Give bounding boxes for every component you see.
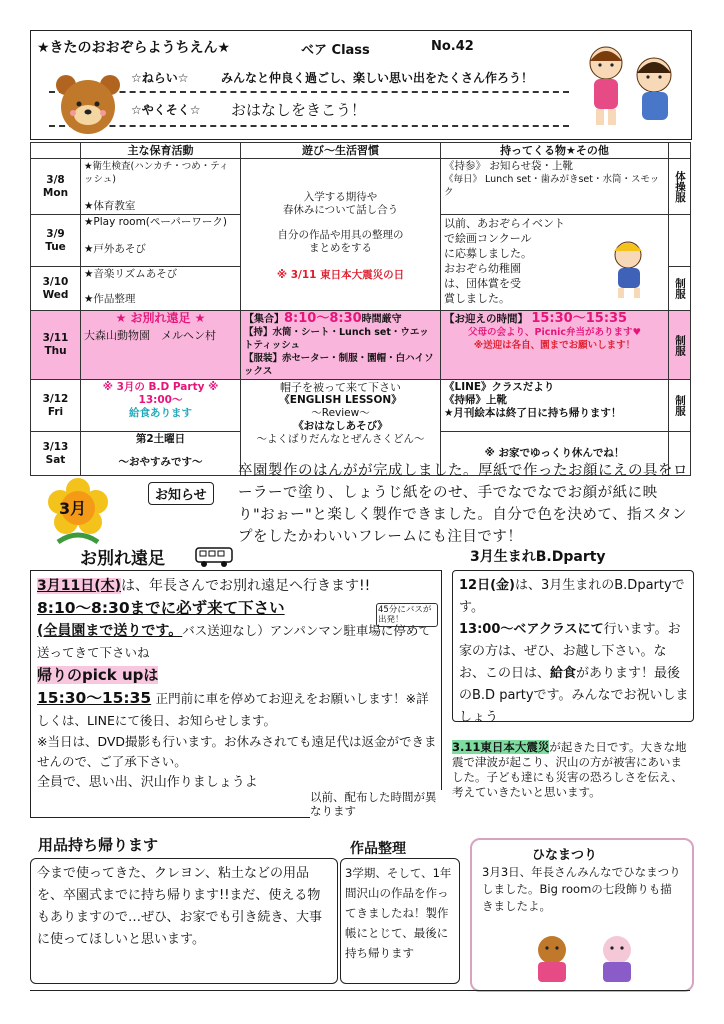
school-name: ★きたのおおぞらようちえん★ [37,40,231,56]
activity-0312: ※ 3月の B.D Party ※ 13:00～ 給食あります [81,380,241,432]
bring-0313: ※ お家でゆっくり休んでね！ [441,432,669,476]
activity-0313: 第2土曜日 ～おやすみです～ [81,432,241,476]
col-header-side [669,143,691,159]
outing-box [30,570,442,818]
header-box [30,30,692,140]
bus-time-note: 45分にバスが出発！ [376,603,438,627]
quake-day-note: ※ 3/11 東日本大震災の日 [276,269,405,281]
bday-text: 12日(金)は、3月生まれのB.Dpartyです。 13:00～ベアクラスにて行います。お家の方は、ぜひ、お越し下さい。なお、この日は、給食があります！最後のB.D partyです。みんなでお祝いしましょう [459,578,689,725]
side-0311: 制服 [669,311,691,380]
side-0310: 制服 [669,267,691,311]
issue-number: No.42 [431,39,474,54]
activity-0309: ★Play room(ペーパーワーク) ★戸外あそび [81,215,241,267]
bus-icon [195,546,235,568]
col-header-empty [31,143,81,159]
activity-0311: ★ お別れ遠足 ★ 大森山動物園 メルヘン村 [81,311,241,380]
day-cell-0312: 3/12 Fri [31,380,81,432]
child-running-illustration [598,235,664,301]
outing-text: 3月11日(木)は、年長さんでお別れ遠足へ行きます!! 8:10～8:30までに必ず来て下さい (全員園まで送りです。バス送迎なし）アンパンマン駐車場に停めて送ってきて下さいね 帰りのpick upは 15:30～15:35 正門前に車を停めてお迎えをお願いします！※詳しくは、LINEにて後日、お知らせします。 ※当日は、DVD撮影も行います。お休みされても遠足代は返金ができませんので、ご了承下さい。 全員で、思い出、沢山作りましょうよ [37,578,437,790]
play-block: 入学する期待や 春休みについて話し合う 自分の作品や用具の整理の まとめをする ※ 3/11 東日本大震災の日 [241,159,441,311]
divider [49,125,569,127]
notice-intro: 卒園製作のはんがが完成しました。厚紙で作ったお顔にえの具をローラーで塗り、しょうじ紙をのせ、手でなでなでお顔が紙に映り"おぉー"と楽しく製作できました。自分で色を決めて、指スタンプをしたかわいいフレームにも注目です！ [238,463,688,545]
time-change-bubble: 以前、配布した時間が異なります [310,790,445,818]
side-0308: 体操服 [669,159,691,215]
english-block: 帽子を被って来て下さい 《ENGLISH LESSON》 ～Review～ 《おはなしあそび》 ～よくばりだんなとぜんさくどん～ [241,380,441,476]
supplies-box [30,858,338,984]
hina-text: 3月3日、年長さんみんなでひなまつりしました。Big roomの七段飾りも描きましたよ。 [482,865,681,913]
bring-0312: 《LINE》クラスだより 《持帰》上靴 ★月刊絵本は終了日に持ち帰ります！ [441,380,669,432]
works-text: 3学期、そして、1年間沢山の作品を作ってきましたね！製作帳にとじて、最後に持ち帰ります [345,866,452,960]
col-header-activity: 主な保育活動 [81,143,241,159]
month-label: 3月 [59,499,87,518]
day-cell-0311: 3/11 Thu [31,311,81,380]
promise-label: ☆やくそく☆ [131,103,201,117]
children-illustration [576,35,686,135]
outing-details: 【集合】8:10～8:30時間厳守 【持】水筒・シート・Lunch set・ウエットティッシュ 【服装】赤セーター・制服・園帽・白ハイソックス [241,311,441,380]
activity-0308: ★衛生検査(ハンカチ・つめ・ティッシュ) ★体育教室 [81,159,241,215]
activity-0310: ★音楽リズムあそび ★作品整理 [81,267,241,311]
bday-box [452,570,694,725]
page-bottom-border [30,990,690,991]
divider [49,91,569,93]
bday-title: 3月生まれB.Dparty [470,549,606,565]
day-cell-0308: 3/8 Mon [31,159,81,215]
side-0309 [669,215,691,267]
col-header-play: 遊び～生活習慣 [241,143,441,159]
day-cell-0313: 3/13 Sat [31,432,81,476]
day-cell-0309: 3/9 Tue [31,215,81,267]
promise-text: おはなしをきこう！ [231,101,367,119]
aim-label: ☆ねらい☆ [131,71,189,85]
hina-title: ひなまつり [532,848,598,863]
bear-illustration [53,71,123,135]
hina-dolls-illustration [522,928,652,984]
works-box [340,858,460,984]
side-0312: 制服 [669,380,691,432]
bring-0308: 《持参》 お知らせ袋・上靴 《毎日》 Lunch set・歯みがきset・水筒・スモック [441,159,669,215]
col-header-bring: 持ってくる物★その他 [441,143,669,159]
notice-title: お知らせ [148,482,214,505]
hina-box [470,838,694,992]
quake-note: 3.11東日本大震災が起きた日です。大きな地震で津波が起こり、沢山の方が被害にあいました。子ども達にも災害の恐ろしさを伝え、考えていきたいと思います。 [452,740,687,799]
supplies-title: 用品持ち帰ります [38,836,159,854]
class-name: ベア Class [301,43,370,58]
outing-title: お別れ遠足 [80,549,165,569]
supplies-text: 今まで使ってきた、クレヨン、粘土などの用品を、卒園式までに持ち帰ります!!まだ、使える物もありますので…ぜひ、お家でも引き続き、大事に使ってほしいと思います。 [37,866,322,947]
aim-text: みんなと仲良く過ごし、楽しい思い出をたくさん作ろう！ [221,71,534,85]
pickup-details: 【お迎えの時間】 15:30～15:35 父母の会より、Picnic弁当があります♥ ※送迎は各自、園までお願いします！ [441,311,669,380]
works-title: 作品整理 [350,841,406,857]
day-cell-0310: 3/10 Wed [31,267,81,311]
schedule-table [30,142,690,476]
bring-mid: 以前、あおぞらイベント で絵画コンクール に応募しました。 おおぞら幼稚園 は、団体賞を受 賞しました。 [441,215,669,311]
